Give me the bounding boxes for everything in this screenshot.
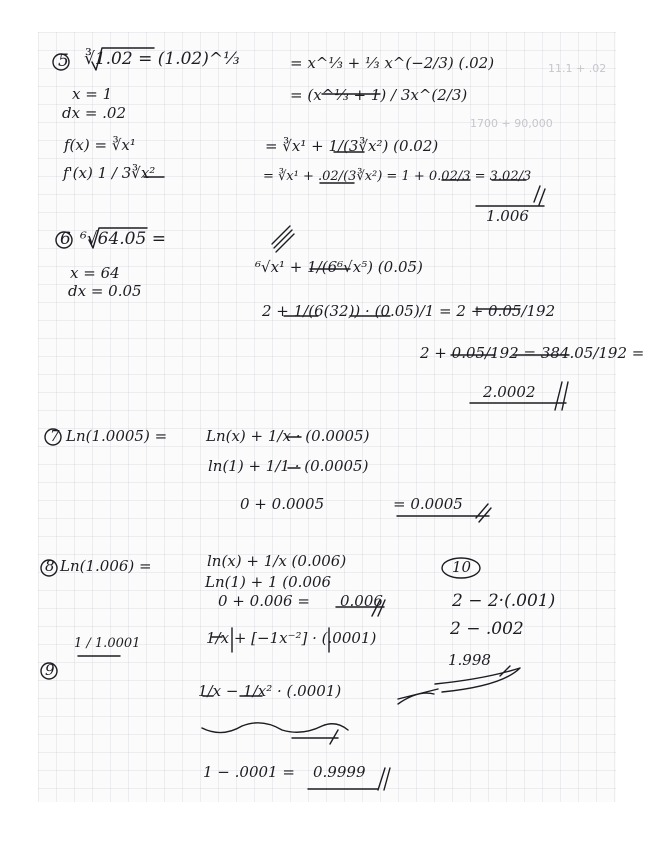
bleed-text-a: 11.1 + .02 [548, 62, 607, 75]
problem-5-given-dx: dx = .02 [62, 104, 127, 122]
problem-6-answer: 2.0002 [483, 383, 536, 401]
problem-6-step-1: ⁶√x¹ + 1/(6⁶√x⁵) (0.05) [255, 258, 423, 276]
problem-8-step-2: Ln(1) + 1 (0.006 [205, 573, 332, 591]
problem-8-step-3: 0 + 0.006 = [218, 592, 310, 610]
problem-7-expression: Ln(1.0005) = [66, 427, 168, 445]
problem-10-step-1: 2 − 2·(.001) [452, 591, 556, 611]
bleed-text-b: 1700 + 90,000 [470, 117, 553, 130]
problem-6-number: 6 [60, 229, 71, 249]
problem-5-answer: 1.006 [486, 207, 529, 225]
problem-9-number: 9 [45, 661, 55, 679]
problem-8-number: 8 [45, 557, 55, 575]
problem-6-given-dx: dx = 0.05 [68, 282, 142, 300]
problem-9-step-1: 1/x + [−1x⁻²] · (.0001) [206, 629, 377, 647]
problem-5-step-3: = ∛x¹ + 1/(3∛x²) (0.02) [265, 137, 439, 155]
problem-7-step-3: 0 + 0.0005 [240, 495, 325, 513]
problem-10-step-2: 2 − .002 [450, 619, 524, 639]
problem-8-answer: 0.006 [340, 592, 383, 610]
scribble-9b [398, 689, 438, 704]
problem-7-answer: = 0.0005 [393, 495, 463, 513]
problem-6-step-3: 2 + 0.05/192 = 384.05/192 = [420, 344, 645, 362]
problem-5-step-1: = x^⅓ + ⅓ x^(−2/3) (.02) [290, 54, 495, 72]
problem-9-expression: 1 / 1.0001 [74, 636, 141, 651]
problem-5-number: 5 [58, 51, 69, 71]
scribble-6 [272, 226, 294, 252]
scribble-9a [202, 723, 348, 744]
problem-5-f: f(x) = ∛x¹ [64, 136, 136, 154]
problem-5-fprime: f'(x) 1 / 3∛x² [63, 164, 156, 182]
check-10 [435, 666, 520, 692]
problem-5-step-2: = (x^⅓ + 1) / 3x^(2/3) [290, 86, 468, 104]
problem-6-expression: ⁶√64.05 = [80, 229, 166, 249]
problem-7-number: 7 [50, 427, 60, 445]
problem-10-number: 10 [452, 558, 472, 576]
problem-5-given-x: x = 1 [72, 85, 113, 103]
problem-8-step-1: ln(x) + 1/x (0.006) [207, 552, 347, 570]
problem-8-expression: Ln(1.006) = [60, 557, 152, 575]
problem-5-step-4: = ∛x¹ + .02/(3∛x²) = 1 + 0.02/3 = 3.02/3 [263, 169, 532, 184]
problem-6-given-x: x = 64 [70, 264, 120, 282]
problem-10-answer: 1.998 [448, 651, 491, 669]
problem-7-step-2: ln(1) + 1/1 · (0.0005) [208, 457, 369, 475]
check-5 [476, 186, 545, 206]
problem-7-step-1: Ln(x) + 1/x · (0.0005) [206, 427, 370, 445]
problem-9-step-3: 1 − .0001 = [203, 763, 295, 781]
problem-9-step-2: 1/x − 1/x² · (.0001) [198, 682, 342, 700]
problem-6-step-2: 2 + 1/(6(32)) · (0.05)/1 = 2 + 0.05/192 [262, 302, 556, 320]
problem-9-answer: 0.9999 [313, 763, 366, 781]
problem-5-expression: ∛1.02 = (1.02)^⅓ [84, 49, 240, 69]
